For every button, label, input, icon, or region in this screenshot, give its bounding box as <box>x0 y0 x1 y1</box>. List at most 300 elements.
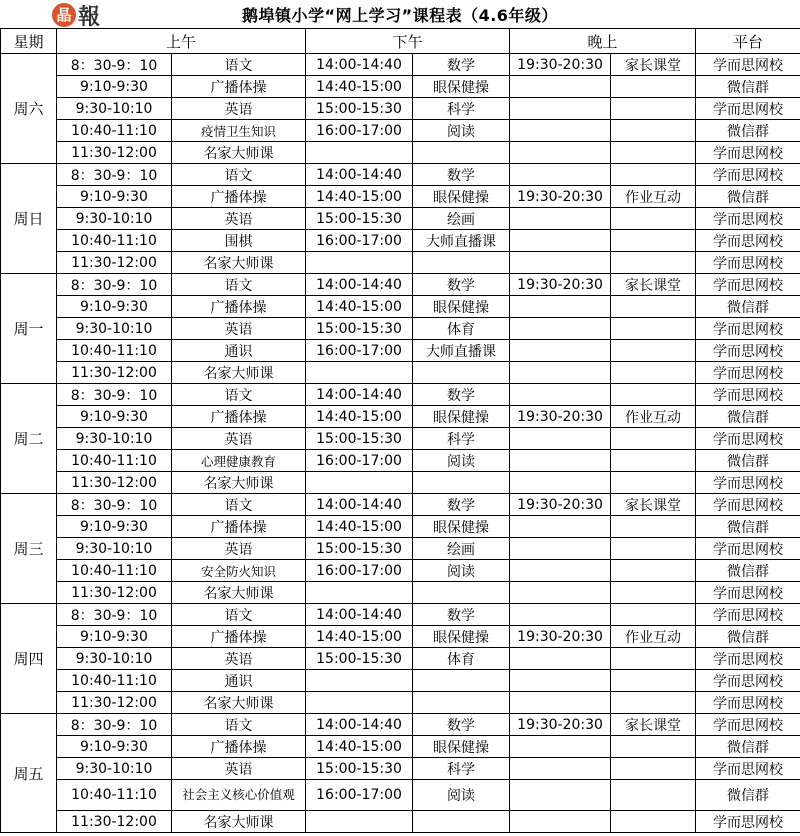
evening-time-cell <box>510 692 611 714</box>
evening-time-cell <box>510 142 611 164</box>
evening-subject-cell <box>611 450 696 472</box>
table-row <box>1 76 800 98</box>
morning-time-cell: 9:10-9:30 <box>57 296 172 318</box>
evening-time-cell: 19:30-20:30 <box>510 494 611 516</box>
morning-subject-cell: 心理健康教育 <box>172 450 306 472</box>
table-row <box>1 318 800 340</box>
evening-subject-cell <box>611 340 696 362</box>
afternoon-subject-cell: 数学 <box>413 164 510 186</box>
morning-time-cell: 10:40-11:10 <box>57 670 172 692</box>
evening-time-cell: 19:30-20:30 <box>510 406 611 428</box>
evening-subject-cell <box>611 538 696 560</box>
morning-time-cell: 11:30-12:00 <box>57 811 172 833</box>
evening-subject-cell <box>611 758 696 780</box>
platform-cell: 微信群 <box>696 120 800 142</box>
morning-time-cell: 11:30-12:00 <box>57 142 172 164</box>
table-row <box>1 186 800 208</box>
table-row <box>1 582 800 604</box>
evening-subject-cell <box>611 692 696 714</box>
morning-subject-cell: 安全防火知识 <box>172 560 306 582</box>
morning-subject-cell: 通识 <box>172 340 306 362</box>
platform-cell: 学而思网校 <box>696 428 800 450</box>
evening-subject-cell <box>611 252 696 274</box>
afternoon-time-cell: 16:00-17:00 <box>306 120 413 142</box>
schedule-table <box>0 28 800 833</box>
evening-time-cell <box>510 560 611 582</box>
morning-time-cell: 9:30-10:10 <box>57 428 172 450</box>
evening-time-cell <box>510 164 611 186</box>
afternoon-subject-cell: 数学 <box>413 274 510 296</box>
morning-time-cell: 9:30-10:10 <box>57 758 172 780</box>
header-row <box>1 29 800 54</box>
platform-cell: 学而思网校 <box>696 252 800 274</box>
platform-cell: 学而思网校 <box>696 670 800 692</box>
platform-cell: 学而思网校 <box>696 164 800 186</box>
morning-time-cell: 10:40-11:10 <box>57 780 172 811</box>
morning-time-cell: 9:10-9:30 <box>57 406 172 428</box>
afternoon-subject-cell: 数学 <box>413 54 510 76</box>
morning-time-cell: 10:40-11:10 <box>57 560 172 582</box>
platform-cell: 学而思网校 <box>696 318 800 340</box>
evening-subject-cell: 家长课堂 <box>611 714 696 736</box>
afternoon-time-cell: 15:00-15:30 <box>306 648 413 670</box>
afternoon-subject-cell <box>413 811 510 833</box>
platform-cell: 学而思网校 <box>696 494 800 516</box>
evening-subject-cell <box>611 76 696 98</box>
table-row <box>1 626 800 648</box>
table-row <box>1 362 800 384</box>
table-row <box>1 406 800 428</box>
platform-cell: 微信群 <box>696 736 800 758</box>
platform-cell: 微信群 <box>696 186 800 208</box>
table-row <box>1 54 800 76</box>
table-row <box>1 252 800 274</box>
platform-cell: 微信群 <box>696 406 800 428</box>
afternoon-time-cell: 16:00-17:00 <box>306 450 413 472</box>
evening-subject-cell <box>611 230 696 252</box>
morning-subject-cell: 语文 <box>172 384 306 406</box>
platform-cell: 微信群 <box>696 626 800 648</box>
platform-cell: 学而思网校 <box>696 648 800 670</box>
morning-subject-cell: 名家大师课 <box>172 582 306 604</box>
platform-cell: 学而思网校 <box>696 98 800 120</box>
evening-time-cell <box>510 230 611 252</box>
evening-subject-cell <box>611 736 696 758</box>
afternoon-subject-cell <box>413 252 510 274</box>
morning-time-cell: 9:30-10:10 <box>57 648 172 670</box>
afternoon-time-cell: 14:40-15:00 <box>306 406 413 428</box>
afternoon-time-cell: 14:00-14:40 <box>306 274 413 296</box>
day-name: 周二 <box>1 384 57 494</box>
day-name: 周六 <box>1 54 57 164</box>
table-row <box>1 164 800 186</box>
afternoon-time-cell <box>306 582 413 604</box>
evening-time-cell <box>510 538 611 560</box>
afternoon-time-cell: 14:40-15:00 <box>306 186 413 208</box>
afternoon-subject-cell: 阅读 <box>413 120 510 142</box>
morning-subject-cell: 通识 <box>172 670 306 692</box>
morning-subject-cell: 广播体操 <box>172 736 306 758</box>
morning-subject-cell: 疫情卫生知识 <box>172 120 306 142</box>
morning-subject-cell: 广播体操 <box>172 186 306 208</box>
afternoon-subject-cell: 科学 <box>413 758 510 780</box>
morning-time-cell: 9:30-10:10 <box>57 538 172 560</box>
morning-subject-cell: 社会主义核心价值观 <box>172 780 306 811</box>
day-name: 周日 <box>1 164 57 274</box>
morning-subject-cell: 名家大师课 <box>172 362 306 384</box>
table-row <box>1 670 800 692</box>
header-platform: 平台 <box>696 29 800 54</box>
evening-subject-cell <box>611 582 696 604</box>
morning-subject-cell: 广播体操 <box>172 296 306 318</box>
afternoon-subject-cell: 眼保健操 <box>413 516 510 538</box>
morning-time-cell: 9:10-9:30 <box>57 186 172 208</box>
afternoon-time-cell: 14:00-14:40 <box>306 384 413 406</box>
day-name: 周五 <box>1 714 57 833</box>
evening-time-cell: 19:30-20:30 <box>510 186 611 208</box>
platform-cell: 学而思网校 <box>696 714 800 736</box>
table-row <box>1 120 800 142</box>
table-row <box>1 714 800 736</box>
morning-subject-cell: 英语 <box>172 758 306 780</box>
afternoon-subject-cell: 数学 <box>413 714 510 736</box>
evening-subject-cell <box>611 428 696 450</box>
evening-time-cell <box>510 318 611 340</box>
afternoon-time-cell: 14:40-15:00 <box>306 296 413 318</box>
evening-time-cell <box>510 120 611 142</box>
evening-subject-cell <box>611 670 696 692</box>
morning-subject-cell: 名家大师课 <box>172 692 306 714</box>
evening-subject-cell <box>611 560 696 582</box>
evening-time-cell <box>510 582 611 604</box>
table-row <box>1 692 800 714</box>
afternoon-time-cell: 15:00-15:30 <box>306 98 413 120</box>
afternoon-subject-cell <box>413 582 510 604</box>
evening-time-cell <box>510 516 611 538</box>
morning-time-cell: 8：30-9：10 <box>57 604 172 626</box>
afternoon-time-cell: 15:00-15:30 <box>306 538 413 560</box>
platform-cell: 学而思网校 <box>696 604 800 626</box>
evening-time-cell <box>510 252 611 274</box>
afternoon-time-cell: 15:00-15:30 <box>306 208 413 230</box>
table-row <box>1 384 800 406</box>
afternoon-time-cell: 16:00-17:00 <box>306 340 413 362</box>
title-row <box>0 0 800 28</box>
evening-subject-cell <box>611 362 696 384</box>
morning-subject-cell: 英语 <box>172 208 306 230</box>
morning-subject-cell: 语文 <box>172 714 306 736</box>
schedule-body <box>1 54 800 833</box>
logo-text: 報 <box>78 3 102 30</box>
afternoon-time-cell: 14:00-14:40 <box>306 494 413 516</box>
day-name: 周三 <box>1 494 57 604</box>
afternoon-time-cell: 14:00-14:40 <box>306 604 413 626</box>
morning-subject-cell: 语文 <box>172 164 306 186</box>
platform-cell: 学而思网校 <box>696 538 800 560</box>
table-row <box>1 274 800 296</box>
afternoon-subject-cell: 绘画 <box>413 538 510 560</box>
logo-badge: 晶 <box>52 3 76 27</box>
afternoon-subject-cell <box>413 362 510 384</box>
header-day: 星期 <box>1 29 57 54</box>
evening-time-cell <box>510 98 611 120</box>
morning-subject-cell: 广播体操 <box>172 76 306 98</box>
evening-subject-cell: 家长课堂 <box>611 494 696 516</box>
afternoon-time-cell: 15:00-15:30 <box>306 428 413 450</box>
morning-time-cell: 10:40-11:10 <box>57 230 172 252</box>
evening-time-cell <box>510 736 611 758</box>
evening-subject-cell <box>611 120 696 142</box>
morning-time-cell: 9:30-10:10 <box>57 208 172 230</box>
afternoon-subject-cell: 眼保健操 <box>413 626 510 648</box>
morning-time-cell: 8：30-9：10 <box>57 494 172 516</box>
evening-time-cell <box>510 450 611 472</box>
afternoon-time-cell: 15:00-15:30 <box>306 758 413 780</box>
morning-time-cell: 8：30-9：10 <box>57 54 172 76</box>
evening-time-cell: 19:30-20:30 <box>510 714 611 736</box>
platform-cell: 微信群 <box>696 296 800 318</box>
morning-time-cell: 9:30-10:10 <box>57 318 172 340</box>
evening-time-cell <box>510 362 611 384</box>
afternoon-subject-cell <box>413 670 510 692</box>
morning-time-cell: 11:30-12:00 <box>57 362 172 384</box>
table-row <box>1 560 800 582</box>
afternoon-time-cell <box>306 692 413 714</box>
afternoon-subject-cell: 大师直播课 <box>413 340 510 362</box>
platform-cell: 学而思网校 <box>696 472 800 494</box>
afternoon-time-cell: 16:00-17:00 <box>306 560 413 582</box>
header-afternoon: 下午 <box>306 29 510 54</box>
table-row <box>1 758 800 780</box>
morning-subject-cell: 英语 <box>172 648 306 670</box>
afternoon-subject-cell: 数学 <box>413 494 510 516</box>
evening-subject-cell <box>611 780 696 811</box>
evening-time-cell <box>510 384 611 406</box>
afternoon-subject-cell: 眼保健操 <box>413 76 510 98</box>
evening-time-cell <box>510 76 611 98</box>
header-morning: 上午 <box>57 29 306 54</box>
platform-cell: 学而思网校 <box>696 230 800 252</box>
evening-time-cell <box>510 780 611 811</box>
table-row <box>1 450 800 472</box>
evening-time-cell <box>510 428 611 450</box>
afternoon-subject-cell <box>413 472 510 494</box>
afternoon-time-cell <box>306 472 413 494</box>
evening-time-cell: 19:30-20:30 <box>510 54 611 76</box>
table-row <box>1 538 800 560</box>
platform-cell: 学而思网校 <box>696 54 800 76</box>
morning-time-cell: 9:10-9:30 <box>57 626 172 648</box>
evening-subject-cell <box>611 208 696 230</box>
evening-subject-cell <box>611 164 696 186</box>
afternoon-time-cell: 14:00-14:40 <box>306 714 413 736</box>
morning-time-cell: 11:30-12:00 <box>57 472 172 494</box>
afternoon-subject-cell: 绘画 <box>413 208 510 230</box>
afternoon-time-cell <box>306 252 413 274</box>
afternoon-subject-cell: 眼保健操 <box>413 186 510 208</box>
afternoon-time-cell <box>306 142 413 164</box>
day-name: 周四 <box>1 604 57 714</box>
morning-time-cell: 9:10-9:30 <box>57 76 172 98</box>
evening-time-cell: 19:30-20:30 <box>510 626 611 648</box>
afternoon-subject-cell: 数学 <box>413 384 510 406</box>
table-row <box>1 604 800 626</box>
morning-subject-cell: 广播体操 <box>172 626 306 648</box>
morning-time-cell: 10:40-11:10 <box>57 450 172 472</box>
afternoon-subject-cell: 大师直播课 <box>413 230 510 252</box>
evening-subject-cell <box>611 516 696 538</box>
table-row <box>1 98 800 120</box>
evening-subject-cell <box>611 98 696 120</box>
evening-subject-cell: 家长课堂 <box>611 274 696 296</box>
table-row <box>1 648 800 670</box>
newspaper-logo <box>52 2 101 28</box>
evening-subject-cell: 作业互动 <box>611 186 696 208</box>
afternoon-time-cell: 14:40-15:00 <box>306 76 413 98</box>
afternoon-time-cell: 14:00-14:40 <box>306 54 413 76</box>
afternoon-subject-cell: 眼保健操 <box>413 736 510 758</box>
afternoon-time-cell: 14:00-14:40 <box>306 164 413 186</box>
morning-subject-cell: 名家大师课 <box>172 252 306 274</box>
morning-time-cell: 8：30-9：10 <box>57 714 172 736</box>
afternoon-subject-cell <box>413 692 510 714</box>
afternoon-subject-cell: 体育 <box>413 648 510 670</box>
morning-time-cell: 9:30-10:10 <box>57 98 172 120</box>
evening-time-cell <box>510 208 611 230</box>
morning-time-cell: 11:30-12:00 <box>57 582 172 604</box>
afternoon-time-cell: 14:40-15:00 <box>306 516 413 538</box>
platform-cell: 学而思网校 <box>696 340 800 362</box>
afternoon-subject-cell: 数学 <box>413 604 510 626</box>
afternoon-time-cell: 15:00-15:30 <box>306 318 413 340</box>
afternoon-subject-cell: 眼保健操 <box>413 406 510 428</box>
afternoon-subject-cell <box>413 142 510 164</box>
evening-subject-cell: 家长课堂 <box>611 54 696 76</box>
evening-subject-cell <box>611 648 696 670</box>
afternoon-subject-cell: 阅读 <box>413 780 510 811</box>
morning-subject-cell: 名家大师课 <box>172 811 306 833</box>
table-row <box>1 340 800 362</box>
morning-subject-cell: 英语 <box>172 428 306 450</box>
afternoon-subject-cell: 科学 <box>413 428 510 450</box>
evening-subject-cell <box>611 142 696 164</box>
table-row <box>1 230 800 252</box>
morning-subject-cell: 语文 <box>172 604 306 626</box>
morning-time-cell: 10:40-11:10 <box>57 120 172 142</box>
platform-cell: 学而思网校 <box>696 384 800 406</box>
morning-time-cell: 8：30-9：10 <box>57 164 172 186</box>
platform-cell: 学而思网校 <box>696 208 800 230</box>
evening-time-cell <box>510 670 611 692</box>
afternoon-time-cell: 14:40-15:00 <box>306 736 413 758</box>
platform-cell: 微信群 <box>696 780 800 811</box>
evening-time-cell: 19:30-20:30 <box>510 274 611 296</box>
afternoon-time-cell: 14:40-15:00 <box>306 626 413 648</box>
header-evening: 晚上 <box>510 29 696 54</box>
morning-subject-cell: 名家大师课 <box>172 472 306 494</box>
evening-subject-cell <box>611 296 696 318</box>
evening-subject-cell: 作业互动 <box>611 626 696 648</box>
evening-time-cell <box>510 648 611 670</box>
afternoon-time-cell <box>306 362 413 384</box>
afternoon-time-cell <box>306 670 413 692</box>
afternoon-subject-cell: 科学 <box>413 98 510 120</box>
platform-cell: 微信群 <box>696 560 800 582</box>
evening-subject-cell <box>611 472 696 494</box>
evening-time-cell <box>510 758 611 780</box>
table-row <box>1 428 800 450</box>
morning-subject-cell: 英语 <box>172 538 306 560</box>
evening-time-cell <box>510 472 611 494</box>
evening-time-cell <box>510 604 611 626</box>
platform-cell: 微信群 <box>696 450 800 472</box>
platform-cell: 学而思网校 <box>696 582 800 604</box>
afternoon-subject-cell: 阅读 <box>413 450 510 472</box>
table-row <box>1 516 800 538</box>
morning-subject-cell: 围棋 <box>172 230 306 252</box>
evening-subject-cell <box>611 811 696 833</box>
evening-time-cell <box>510 340 611 362</box>
afternoon-subject-cell: 体育 <box>413 318 510 340</box>
morning-subject-cell: 名家大师课 <box>172 142 306 164</box>
table-row <box>1 780 800 811</box>
platform-cell: 微信群 <box>696 516 800 538</box>
morning-time-cell: 8：30-9：10 <box>57 384 172 406</box>
table-row <box>1 142 800 164</box>
platform-cell: 学而思网校 <box>696 758 800 780</box>
platform-cell: 微信群 <box>696 76 800 98</box>
morning-subject-cell: 广播体操 <box>172 406 306 428</box>
table-row <box>1 494 800 516</box>
platform-cell: 学而思网校 <box>696 274 800 296</box>
morning-time-cell: 11:30-12:00 <box>57 252 172 274</box>
page-title: 鹅埠镇小学“网上学习”课程表（4.6年级） <box>242 6 558 25</box>
platform-cell: 学而思网校 <box>696 692 800 714</box>
morning-subject-cell: 语文 <box>172 274 306 296</box>
morning-subject-cell: 语文 <box>172 494 306 516</box>
morning-time-cell: 10:40-11:10 <box>57 340 172 362</box>
platform-cell: 学而思网校 <box>696 811 800 833</box>
evening-subject-cell: 作业互动 <box>611 406 696 428</box>
platform-cell: 学而思网校 <box>696 142 800 164</box>
table-row <box>1 472 800 494</box>
platform-cell: 学而思网校 <box>696 362 800 384</box>
morning-time-cell: 8：30-9：10 <box>57 274 172 296</box>
afternoon-time-cell: 16:00-17:00 <box>306 780 413 811</box>
morning-subject-cell: 英语 <box>172 318 306 340</box>
table-row <box>1 296 800 318</box>
afternoon-subject-cell: 阅读 <box>413 560 510 582</box>
morning-time-cell: 9:10-9:30 <box>57 736 172 758</box>
table-row <box>1 736 800 758</box>
evening-time-cell <box>510 811 611 833</box>
evening-subject-cell <box>611 604 696 626</box>
evening-subject-cell <box>611 318 696 340</box>
morning-subject-cell: 英语 <box>172 98 306 120</box>
morning-subject-cell: 语文 <box>172 54 306 76</box>
table-row <box>1 811 800 833</box>
day-name: 周一 <box>1 274 57 384</box>
afternoon-subject-cell: 眼保健操 <box>413 296 510 318</box>
afternoon-time-cell: 16:00-17:00 <box>306 230 413 252</box>
morning-subject-cell: 广播体操 <box>172 516 306 538</box>
afternoon-time-cell <box>306 811 413 833</box>
morning-time-cell: 9:10-9:30 <box>57 516 172 538</box>
morning-time-cell: 11:30-12:00 <box>57 692 172 714</box>
table-row <box>1 208 800 230</box>
evening-time-cell <box>510 296 611 318</box>
evening-subject-cell <box>611 384 696 406</box>
